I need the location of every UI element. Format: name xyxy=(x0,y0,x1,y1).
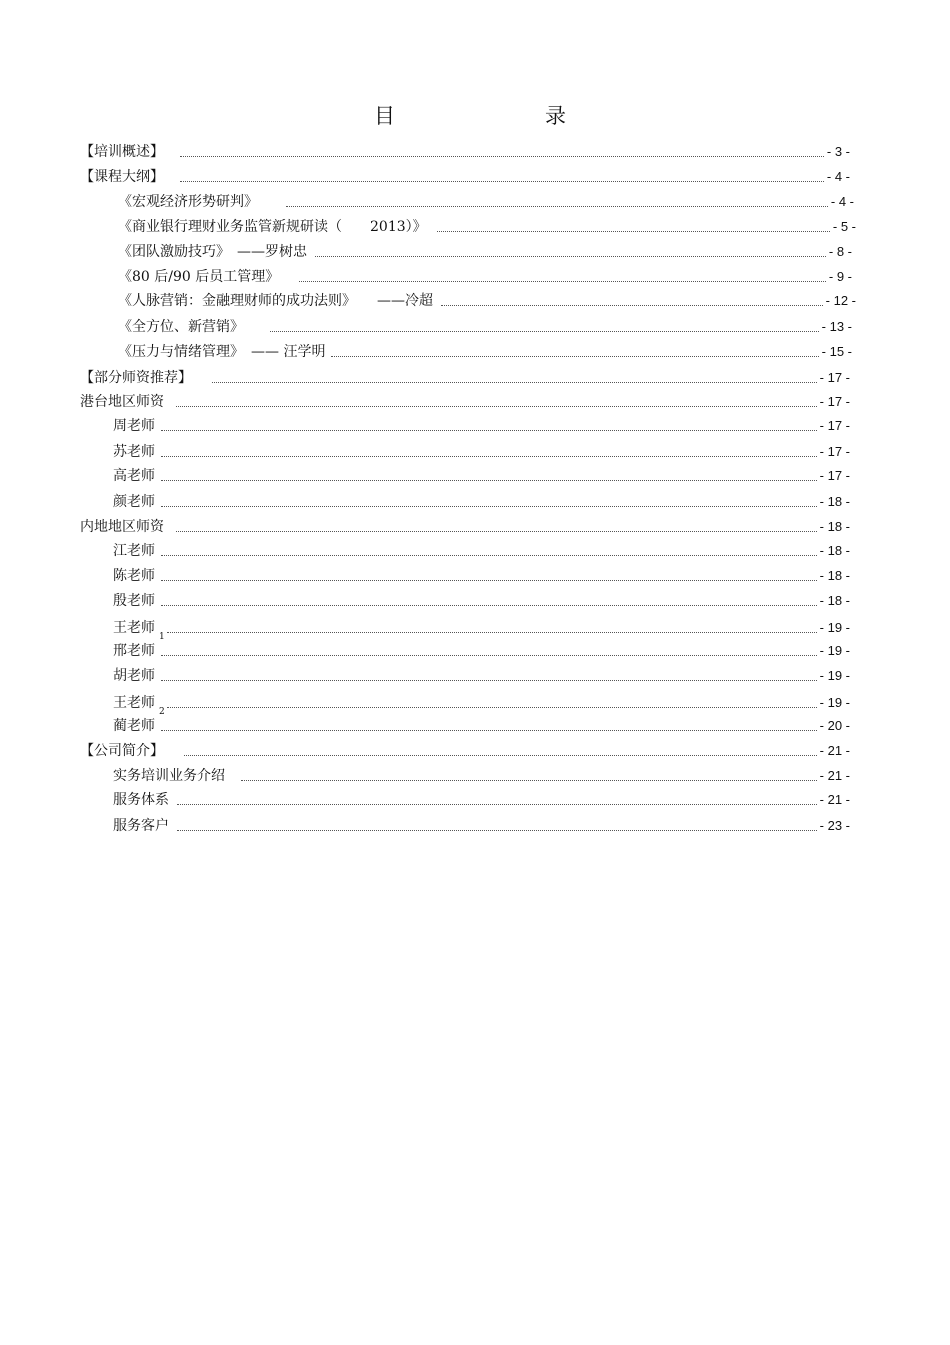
toc-entry[interactable] xyxy=(118,218,856,236)
toc-entry[interactable] xyxy=(113,493,850,511)
toc-entry-title: 《80 后/90 后员工管理》 xyxy=(118,269,280,285)
dot-leader xyxy=(161,456,817,457)
toc-entry[interactable] xyxy=(80,168,850,186)
toc-entry[interactable] xyxy=(113,667,850,685)
page-number: - 4 - xyxy=(826,169,850,184)
page-number: - 17 - xyxy=(819,468,850,483)
toc-entry-title: 胡老师 xyxy=(113,668,155,684)
toc-entry-title: 周老师 xyxy=(113,418,155,434)
toc-entry-title: 【培训概述】 xyxy=(80,144,164,160)
toc-entry-title: 王老师 xyxy=(113,695,155,711)
dot-leader xyxy=(177,830,817,831)
toc-entry[interactable] xyxy=(118,292,856,310)
toc-entry[interactable] xyxy=(113,443,850,461)
page-number: - 17 - xyxy=(819,370,850,385)
toc-entry[interactable] xyxy=(118,243,852,261)
toc-entry-title: 【公司简介】 xyxy=(80,743,164,759)
toc-entry[interactable] xyxy=(113,417,850,435)
page-number: - 3 - xyxy=(826,144,850,159)
toc-entry-title: 内地地区师资 xyxy=(80,519,164,535)
dot-leader xyxy=(437,231,830,232)
dot-leader xyxy=(180,181,824,182)
page-number: - 20 - xyxy=(819,718,850,733)
page-number: - 12 - xyxy=(825,293,856,308)
dot-leader xyxy=(176,531,817,532)
toc-entry[interactable] xyxy=(113,567,850,585)
toc-entry-title: 王老师 xyxy=(113,620,155,636)
toc-entry[interactable] xyxy=(80,518,850,536)
dot-leader xyxy=(161,580,817,581)
page-number: - 18 - xyxy=(819,494,850,509)
toc-entry[interactable] xyxy=(118,268,852,286)
page-number: - 5 - xyxy=(832,219,856,234)
dot-leader xyxy=(180,156,824,157)
page-number: - 19 - xyxy=(819,620,850,635)
page-number: - 8 - xyxy=(828,244,852,259)
dot-leader xyxy=(441,305,823,306)
toc-entry[interactable] xyxy=(118,343,852,361)
page-number: - 21 - xyxy=(819,743,850,758)
toc-entry-title: 《人脉营销：金融理财师的成功法则》 ——冷超 xyxy=(118,293,433,309)
dot-leader xyxy=(167,707,817,708)
toc-entry-title: 苏老师 xyxy=(113,444,155,460)
page-title: 目 录 xyxy=(374,104,602,128)
toc-entry-title: 港台地区师资 xyxy=(80,394,164,410)
toc-entry-title: 实务培训业务介绍 xyxy=(113,768,225,784)
dot-leader xyxy=(161,730,817,731)
toc-entry-title: 颜老师 xyxy=(113,494,155,510)
toc-entry[interactable] xyxy=(113,791,850,809)
dot-leader xyxy=(161,555,817,556)
toc-entry-title: 【课程大纲】 xyxy=(80,169,164,185)
dot-leader xyxy=(212,382,817,383)
page-number: - 18 - xyxy=(819,519,850,534)
toc-entry-title: 高老师 xyxy=(113,468,155,484)
page-number: - 21 - xyxy=(819,768,850,783)
page-number: - 17 - xyxy=(819,418,850,433)
dot-leader xyxy=(161,506,817,507)
toc-entry[interactable] xyxy=(113,642,850,660)
dot-leader xyxy=(315,256,826,257)
page-number: - 15 - xyxy=(821,344,852,359)
dot-leader xyxy=(161,480,817,481)
toc-entry-title: 陈老师 xyxy=(113,568,155,584)
page-number: - 13 - xyxy=(821,319,852,334)
toc-entry-title: 殷老师 xyxy=(113,593,155,609)
dot-leader xyxy=(299,281,826,282)
dot-leader xyxy=(184,755,817,756)
toc-entry-title: 邢老师 xyxy=(113,643,155,659)
page-number: - 19 - xyxy=(819,695,850,710)
toc-entry[interactable] xyxy=(80,742,850,760)
dot-leader xyxy=(161,605,817,606)
toc-entry[interactable]: 王老师 2 - 19 - xyxy=(113,695,850,717)
page-number: - 17 - xyxy=(819,394,850,409)
toc-entry[interactable] xyxy=(118,193,854,211)
toc-entry[interactable]: 王老师 1 - 19 - xyxy=(113,620,850,642)
toc-entry-title: 蔺老师 xyxy=(113,718,155,734)
dot-leader xyxy=(161,680,817,681)
toc-entry[interactable] xyxy=(113,592,850,610)
toc-entry[interactable] xyxy=(80,393,850,411)
toc-entry-title: 【部分师资推荐】 xyxy=(80,370,192,386)
page-number: - 4 - xyxy=(830,194,854,209)
dot-leader xyxy=(270,331,819,332)
toc-entry[interactable] xyxy=(118,318,852,336)
toc-entry-title: 江老师 xyxy=(113,543,155,559)
page-number: - 21 - xyxy=(819,792,850,807)
dot-leader xyxy=(161,655,817,656)
dot-leader xyxy=(331,356,818,357)
toc-entry[interactable] xyxy=(80,143,850,161)
page-number: - 17 - xyxy=(819,444,850,459)
dot-leader xyxy=(167,632,817,633)
page-number: - 23 - xyxy=(819,818,850,833)
dot-leader xyxy=(161,430,817,431)
dot-leader xyxy=(241,780,817,781)
toc-entry[interactable] xyxy=(113,467,850,485)
dot-leader xyxy=(176,406,817,407)
toc-entry-title: 服务客户 xyxy=(113,818,169,834)
toc-entry[interactable] xyxy=(113,717,850,735)
toc-entry-title: 《全方位、新营销》 xyxy=(118,319,244,335)
page-number: - 9 - xyxy=(828,269,852,284)
toc-entry-title: 《团队激励技巧》 ——罗树忠 xyxy=(118,244,307,260)
toc-entry[interactable] xyxy=(113,817,850,835)
page-number: - 19 - xyxy=(819,668,850,683)
toc-entry-title: 服务体系 xyxy=(113,792,169,808)
page-number: - 19 - xyxy=(819,643,850,658)
dot-leader xyxy=(286,206,828,207)
page-number: - 18 - xyxy=(819,543,850,558)
toc-entry-title: 《宏观经济形势研判》 xyxy=(118,194,258,210)
toc-entry-title: 《压力与情绪管理》 —— 汪学明 xyxy=(118,344,326,360)
page-number: - 18 - xyxy=(819,568,850,583)
toc-entry[interactable] xyxy=(113,542,850,560)
page-number: - 18 - xyxy=(819,593,850,608)
toc-entry[interactable] xyxy=(80,369,850,387)
toc-entry-title: 《商业银行理财业务监管新规研读（ 2013）》 xyxy=(118,219,427,235)
toc-entry[interactable] xyxy=(113,767,850,785)
dot-leader xyxy=(177,804,817,805)
